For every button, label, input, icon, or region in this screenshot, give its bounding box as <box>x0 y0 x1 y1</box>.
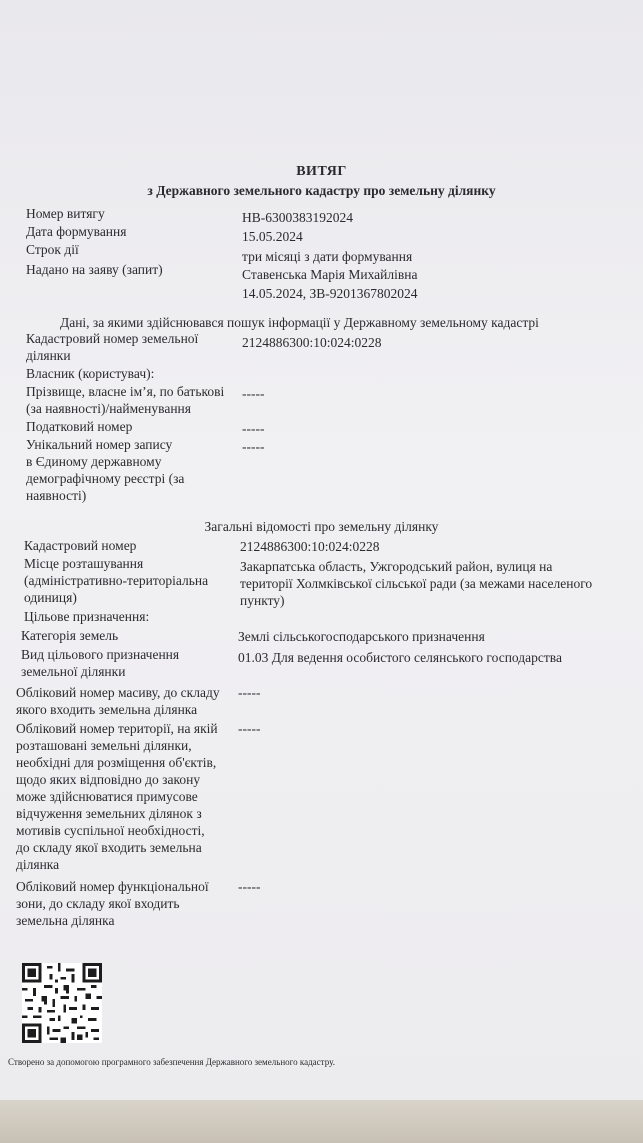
table-surface <box>0 1100 643 1143</box>
search-unique-value: ----- <box>242 439 265 454</box>
search-owner-label: Власник (користувач): <box>26 366 155 381</box>
general-category-label: Категорія земель <box>21 628 119 643</box>
search-tax-value: ----- <box>242 421 265 436</box>
document-subtitle: з Державного земельного кадастру про земельну ділянку <box>147 183 496 198</box>
search-tax-label: Податковий номер <box>26 419 133 434</box>
search-section-heading: Дані, за якими здійснювався пошук інформації у Державному земельному кадастрі <box>60 315 539 330</box>
general-cadastral-value: 2124886300:10:024:0228 <box>240 539 380 554</box>
search-cadastral-label: Кадастровий номер земельної ділянки <box>26 331 199 363</box>
search-fullname-label: Прізвище, власне ім’я, по батькові (за наявності)/найменування <box>26 384 225 416</box>
general-use-label: Вид цільового призначення земельної ділянки <box>21 647 180 679</box>
extract-request-label: Надано на заяву (запит) <box>26 262 163 277</box>
extract-term-label: Строк дії <box>26 242 79 257</box>
extract-request-ref: 14.05.2024, ЗВ-9201367802024 <box>242 286 418 301</box>
general-zone-label: Обліковий номер функціональної зони, до складу якої входить земельна ділянка <box>16 879 209 928</box>
footer-note: Створено за допомогою програмного забезпечення Державного земельного кадастру. <box>8 1057 335 1067</box>
extract-date-value: 15.05.2024 <box>242 229 303 244</box>
general-territory-value: ----- <box>238 721 261 736</box>
general-location-value: Закарпатська область, Ужгородський район, вулиця на території Холмківської сільської ради (за межами населеного пункту) <box>240 559 593 608</box>
extract-request-name: Ставенська Марія Михайлівна <box>242 267 418 282</box>
general-category-value: Землі сільськогосподарського призначення <box>238 629 485 644</box>
general-cadastral-label: Кадастровий номер <box>24 538 137 553</box>
general-territory-label: Обліковий номер території, на якій розташовані земельні ділянки, необхідні для розміщення об'єктів, щодо яких відповідно до закону може здійснюватися примусове відчуження земельних ділянок з мотивів суспільної необхідності, до складу якої входить земельна ділянка <box>16 721 218 872</box>
search-cadastral-value: 2124886300:10:024:0228 <box>242 335 382 350</box>
search-fullname-value: ----- <box>242 386 265 401</box>
search-unique-label: Унікальний номер запису в Єдиному державному демографічному реєстрі (за наявності) <box>26 437 185 503</box>
general-purpose-label: Цільове призначення: <box>24 609 150 624</box>
extract-term-value: три місяці з дати формування <box>242 249 413 264</box>
extract-number-label: Номер витягу <box>26 206 105 221</box>
extract-date-label: Дата формування <box>26 224 127 239</box>
general-massif-value: ----- <box>238 685 261 700</box>
general-zone-value: ----- <box>238 879 261 894</box>
general-section-heading: Загальні відомості про земельну ділянку <box>204 519 439 534</box>
general-massif-label: Обліковий номер масиву, до складу якого входить земельна ділянка <box>16 685 220 717</box>
qr-code <box>22 963 102 1043</box>
general-location-label: Місце розташування (адміністративно-територіальна одиниця) <box>24 556 209 605</box>
document-title: ВИТЯГ <box>296 164 347 179</box>
general-use-value: 01.03 Для ведення особистого селянського господарства <box>238 650 562 665</box>
extract-number-value: НВ-6300383192024 <box>242 210 353 225</box>
